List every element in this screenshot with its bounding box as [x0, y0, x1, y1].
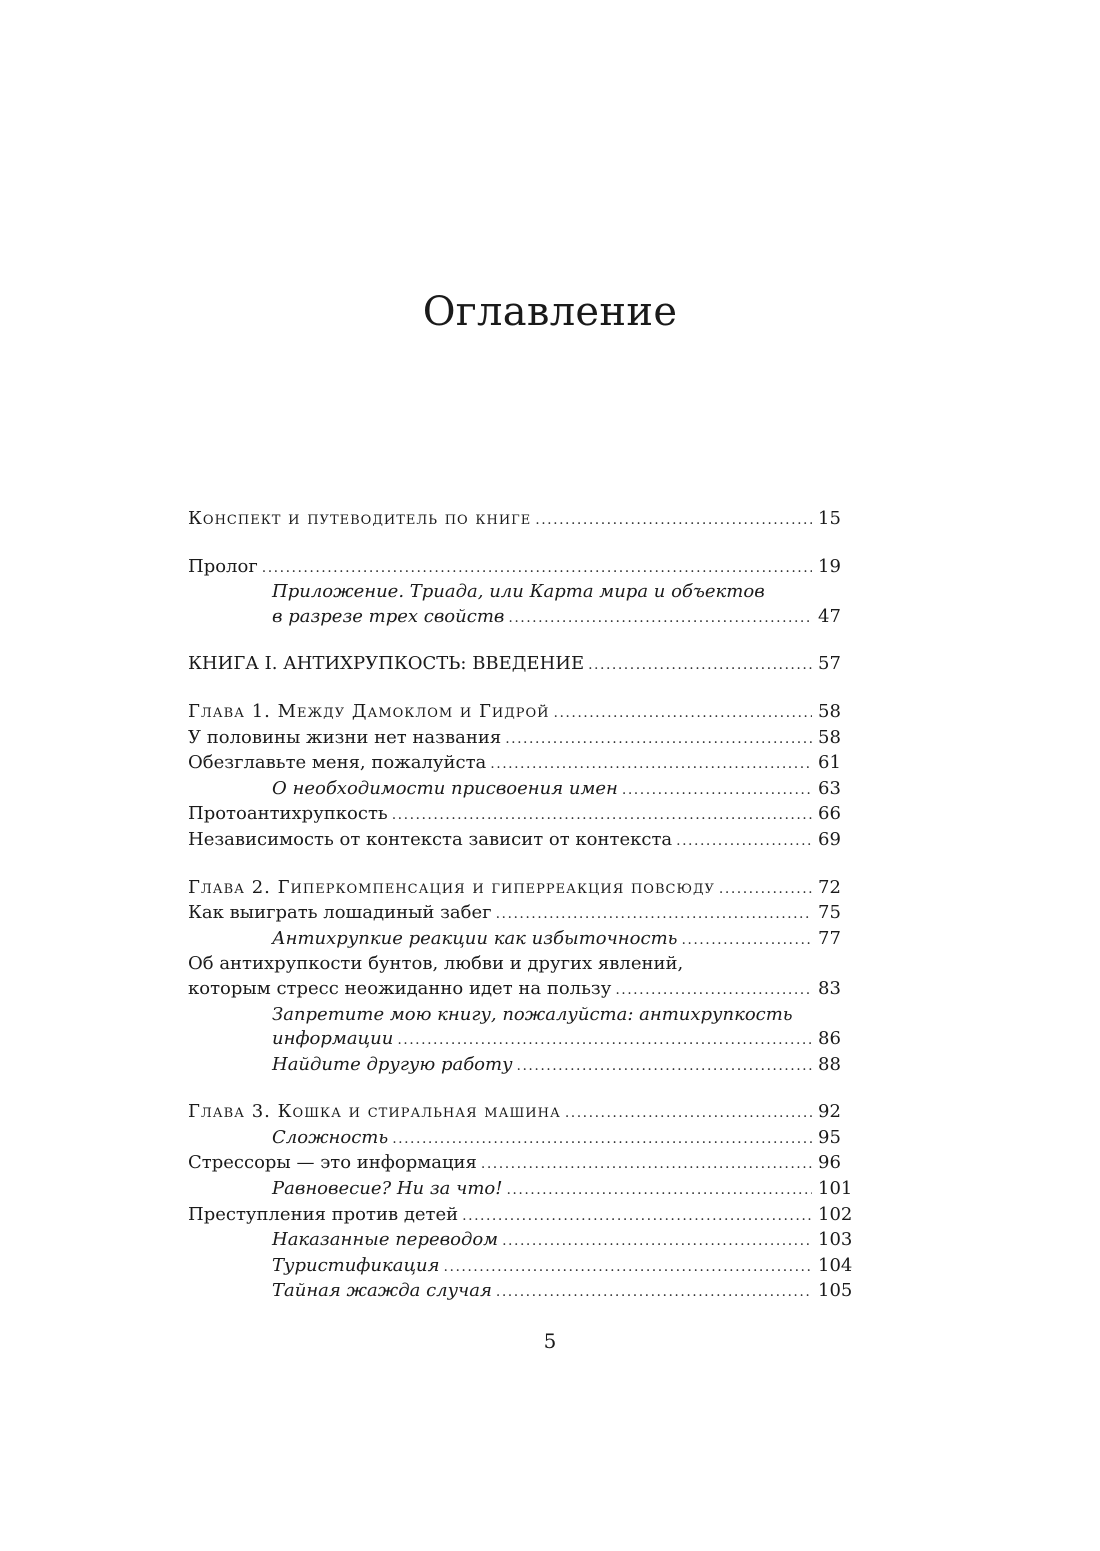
toc-section — [188, 652, 840, 678]
toc-entry-title: Глава 3. Кошка и стиральная машина — [188, 1101, 561, 1123]
toc-entry-title-line: Запретите мою книгу, пожалуйста: антихрупкость — [272, 1003, 793, 1025]
toc-entry-title: в разрезе трех свойств — [272, 605, 505, 627]
toc-entry-line — [188, 901, 840, 927]
toc-entry[interactable] — [188, 1100, 840, 1126]
toc-entry[interactable] — [188, 1053, 840, 1079]
toc-entry-title-line: Приложение. Триада, или Карта мира и объектов — [272, 581, 765, 603]
toc-entry-line — [188, 555, 840, 581]
toc-entry-title: которым стресс неожиданно идет на пользу — [188, 977, 612, 999]
toc-entry[interactable] — [188, 802, 840, 828]
toc-entry-line — [188, 1203, 853, 1229]
toc-entry[interactable] — [188, 1003, 840, 1053]
toc-entry-title: Туристификация — [272, 1254, 440, 1276]
dot-leader — [622, 778, 812, 803]
dot-leader — [588, 653, 812, 678]
toc-entry-page-number: 57 — [818, 653, 841, 675]
toc-entry-line — [188, 828, 840, 854]
toc-entry-line — [272, 1254, 853, 1280]
toc-section — [188, 700, 840, 854]
toc-entry[interactable] — [188, 1151, 840, 1177]
toc-entry-page-number: 15 — [818, 508, 841, 529]
toc-entry-page-number: 102 — [818, 1203, 853, 1225]
toc-entry-page-number: 47 — [818, 605, 841, 627]
toc-entry-line — [188, 1100, 840, 1126]
dot-leader — [719, 877, 812, 902]
dot-leader — [676, 829, 812, 854]
toc-entry-page-number: 105 — [818, 1280, 853, 1302]
dot-leader — [481, 1152, 812, 1177]
toc-section — [188, 507, 840, 533]
dot-leader — [681, 928, 812, 953]
toc-entry-title: Равновесие? Ни за что! — [272, 1178, 503, 1200]
toc-entry-title: О необходимости присвоения имен — [272, 777, 618, 799]
dot-leader — [535, 508, 812, 533]
toc-section — [188, 1100, 853, 1305]
toc-entry-title: Найдите другую работу — [272, 1053, 513, 1075]
toc-entry-title: Преступления против детей — [188, 1203, 459, 1225]
toc-entry[interactable] — [188, 700, 840, 726]
toc-entry-line — [188, 977, 840, 1003]
toc-entry-page-number: 92 — [818, 1101, 841, 1123]
toc-entry-line — [272, 927, 840, 953]
toc-entry-line — [188, 726, 840, 752]
dot-leader — [565, 1101, 812, 1126]
toc-entry-page-number: 66 — [818, 803, 841, 825]
toc-entry-line — [272, 605, 840, 631]
dot-leader — [508, 606, 812, 631]
page-title: Оглавление — [422, 288, 678, 335]
toc-entry-line — [272, 777, 840, 803]
toc-entry-line — [188, 1151, 840, 1177]
toc-entry-line — [188, 652, 840, 678]
toc-entry-title: Стрессоры — это информация — [188, 1152, 477, 1174]
dot-leader — [554, 701, 812, 726]
toc-entry-page-number: 69 — [818, 828, 841, 850]
toc-entry-page-number: 75 — [818, 902, 841, 924]
toc-entry-page-number: 19 — [818, 555, 841, 577]
toc-entry-title: Глава 2. Гиперкомпенсация и гиперреакция повсюду — [188, 876, 715, 898]
toc-entry-page-number: 103 — [818, 1229, 853, 1251]
toc-entry-page-number: 58 — [818, 726, 841, 748]
toc-entry-line — [188, 507, 840, 533]
dot-leader — [506, 1178, 812, 1203]
toc-entry-line — [188, 802, 840, 828]
toc-entry-page-number: 63 — [818, 777, 841, 799]
toc-entry-page-number: 83 — [818, 977, 841, 999]
toc-entry-page-number: 58 — [818, 700, 841, 722]
toc-entry-title: Глава 1. Между Дамоклом и Гидрой — [188, 700, 550, 722]
toc-entry[interactable] — [188, 1228, 853, 1254]
dot-leader — [397, 1028, 812, 1053]
toc-entry[interactable] — [188, 1203, 853, 1229]
toc-entry-title: Тайная жажда случая — [272, 1280, 492, 1302]
toc-entry-line — [272, 1279, 853, 1305]
toc-entry[interactable] — [188, 927, 840, 953]
toc-entry-page-number: 101 — [818, 1178, 853, 1200]
toc-entry-title: Обезглавьте меня, пожалуйста — [188, 752, 487, 774]
dot-leader — [490, 752, 812, 777]
toc-entry[interactable] — [188, 828, 840, 854]
dot-leader — [444, 1255, 812, 1280]
toc-entry-title: Конспект и путеводитель по книге — [188, 508, 532, 529]
toc-entry-line — [272, 1053, 840, 1079]
toc-entry-title: Как выиграть лошадиный забег — [188, 902, 492, 924]
dot-leader — [392, 1127, 812, 1152]
toc-entry-line — [272, 1228, 853, 1254]
toc-entry[interactable] — [188, 876, 840, 902]
toc-entry-page-number: 61 — [818, 752, 841, 774]
toc-section — [188, 555, 840, 631]
toc-entry-title: У половины жизни нет названия — [188, 726, 502, 748]
dot-leader — [496, 1280, 812, 1305]
dot-leader — [502, 1229, 812, 1254]
toc-entry-title: Независимость от контекста зависит от контекста — [188, 828, 673, 850]
toc-entry-title-line: Об антихрупкости бунтов, любви и других явлений, — [188, 953, 684, 975]
toc-entry-page-number: 77 — [818, 927, 841, 949]
toc-entry-page-number: 88 — [818, 1053, 841, 1075]
toc-entry-line — [188, 751, 840, 777]
dot-leader — [392, 803, 812, 828]
toc-entry[interactable] — [188, 751, 840, 777]
toc-entry-page-number: 72 — [818, 876, 841, 898]
toc-entry-page-number: 86 — [818, 1028, 841, 1050]
toc-entry[interactable] — [188, 652, 840, 678]
toc-entry[interactable] — [188, 901, 840, 927]
toc-entry[interactable] — [188, 1254, 853, 1280]
dot-leader — [615, 978, 812, 1003]
toc-entry-title: Протоантихрупкость — [188, 803, 388, 825]
toc-entry-line — [272, 1126, 840, 1152]
page-number: 5 — [543, 1329, 557, 1353]
toc-entry-title: Наказанные переводом — [272, 1229, 499, 1251]
toc-entry[interactable] — [188, 777, 840, 803]
dot-leader — [496, 902, 812, 927]
toc-entry-page-number: 95 — [818, 1126, 841, 1148]
toc-entry-line — [188, 700, 840, 726]
toc-entry[interactable] — [188, 580, 840, 630]
toc-entry-line — [272, 1027, 840, 1053]
toc-entry-title: КНИГА I. АНТИХРУПКОСТЬ: ВВЕДЕНИЕ — [188, 653, 585, 675]
toc-entry[interactable] — [188, 507, 840, 533]
toc-entry-title: Пролог — [188, 555, 258, 577]
toc-entry-title: информации — [272, 1028, 394, 1050]
toc-entry-title: Сложность — [272, 1126, 389, 1148]
toc-entry-page-number: 104 — [818, 1254, 853, 1276]
dot-leader — [262, 556, 812, 581]
toc-entry-page-number: 96 — [818, 1152, 841, 1174]
toc-entry[interactable] — [188, 726, 840, 752]
toc-entry[interactable] — [188, 1126, 840, 1152]
toc-entry[interactable] — [188, 1279, 853, 1305]
toc-entry-title: Антихрупкие реакции как избыточность — [272, 927, 678, 949]
toc-section — [188, 876, 840, 1079]
dot-leader — [462, 1204, 812, 1229]
dot-leader — [505, 727, 812, 752]
toc-entry[interactable] — [188, 1177, 853, 1203]
toc-entry[interactable] — [188, 555, 840, 581]
table-of-contents — [188, 507, 853, 1327]
toc-entry-line — [272, 1177, 853, 1203]
dot-leader — [517, 1054, 812, 1079]
toc-entry-line — [188, 876, 840, 902]
toc-entry[interactable] — [188, 952, 840, 1002]
